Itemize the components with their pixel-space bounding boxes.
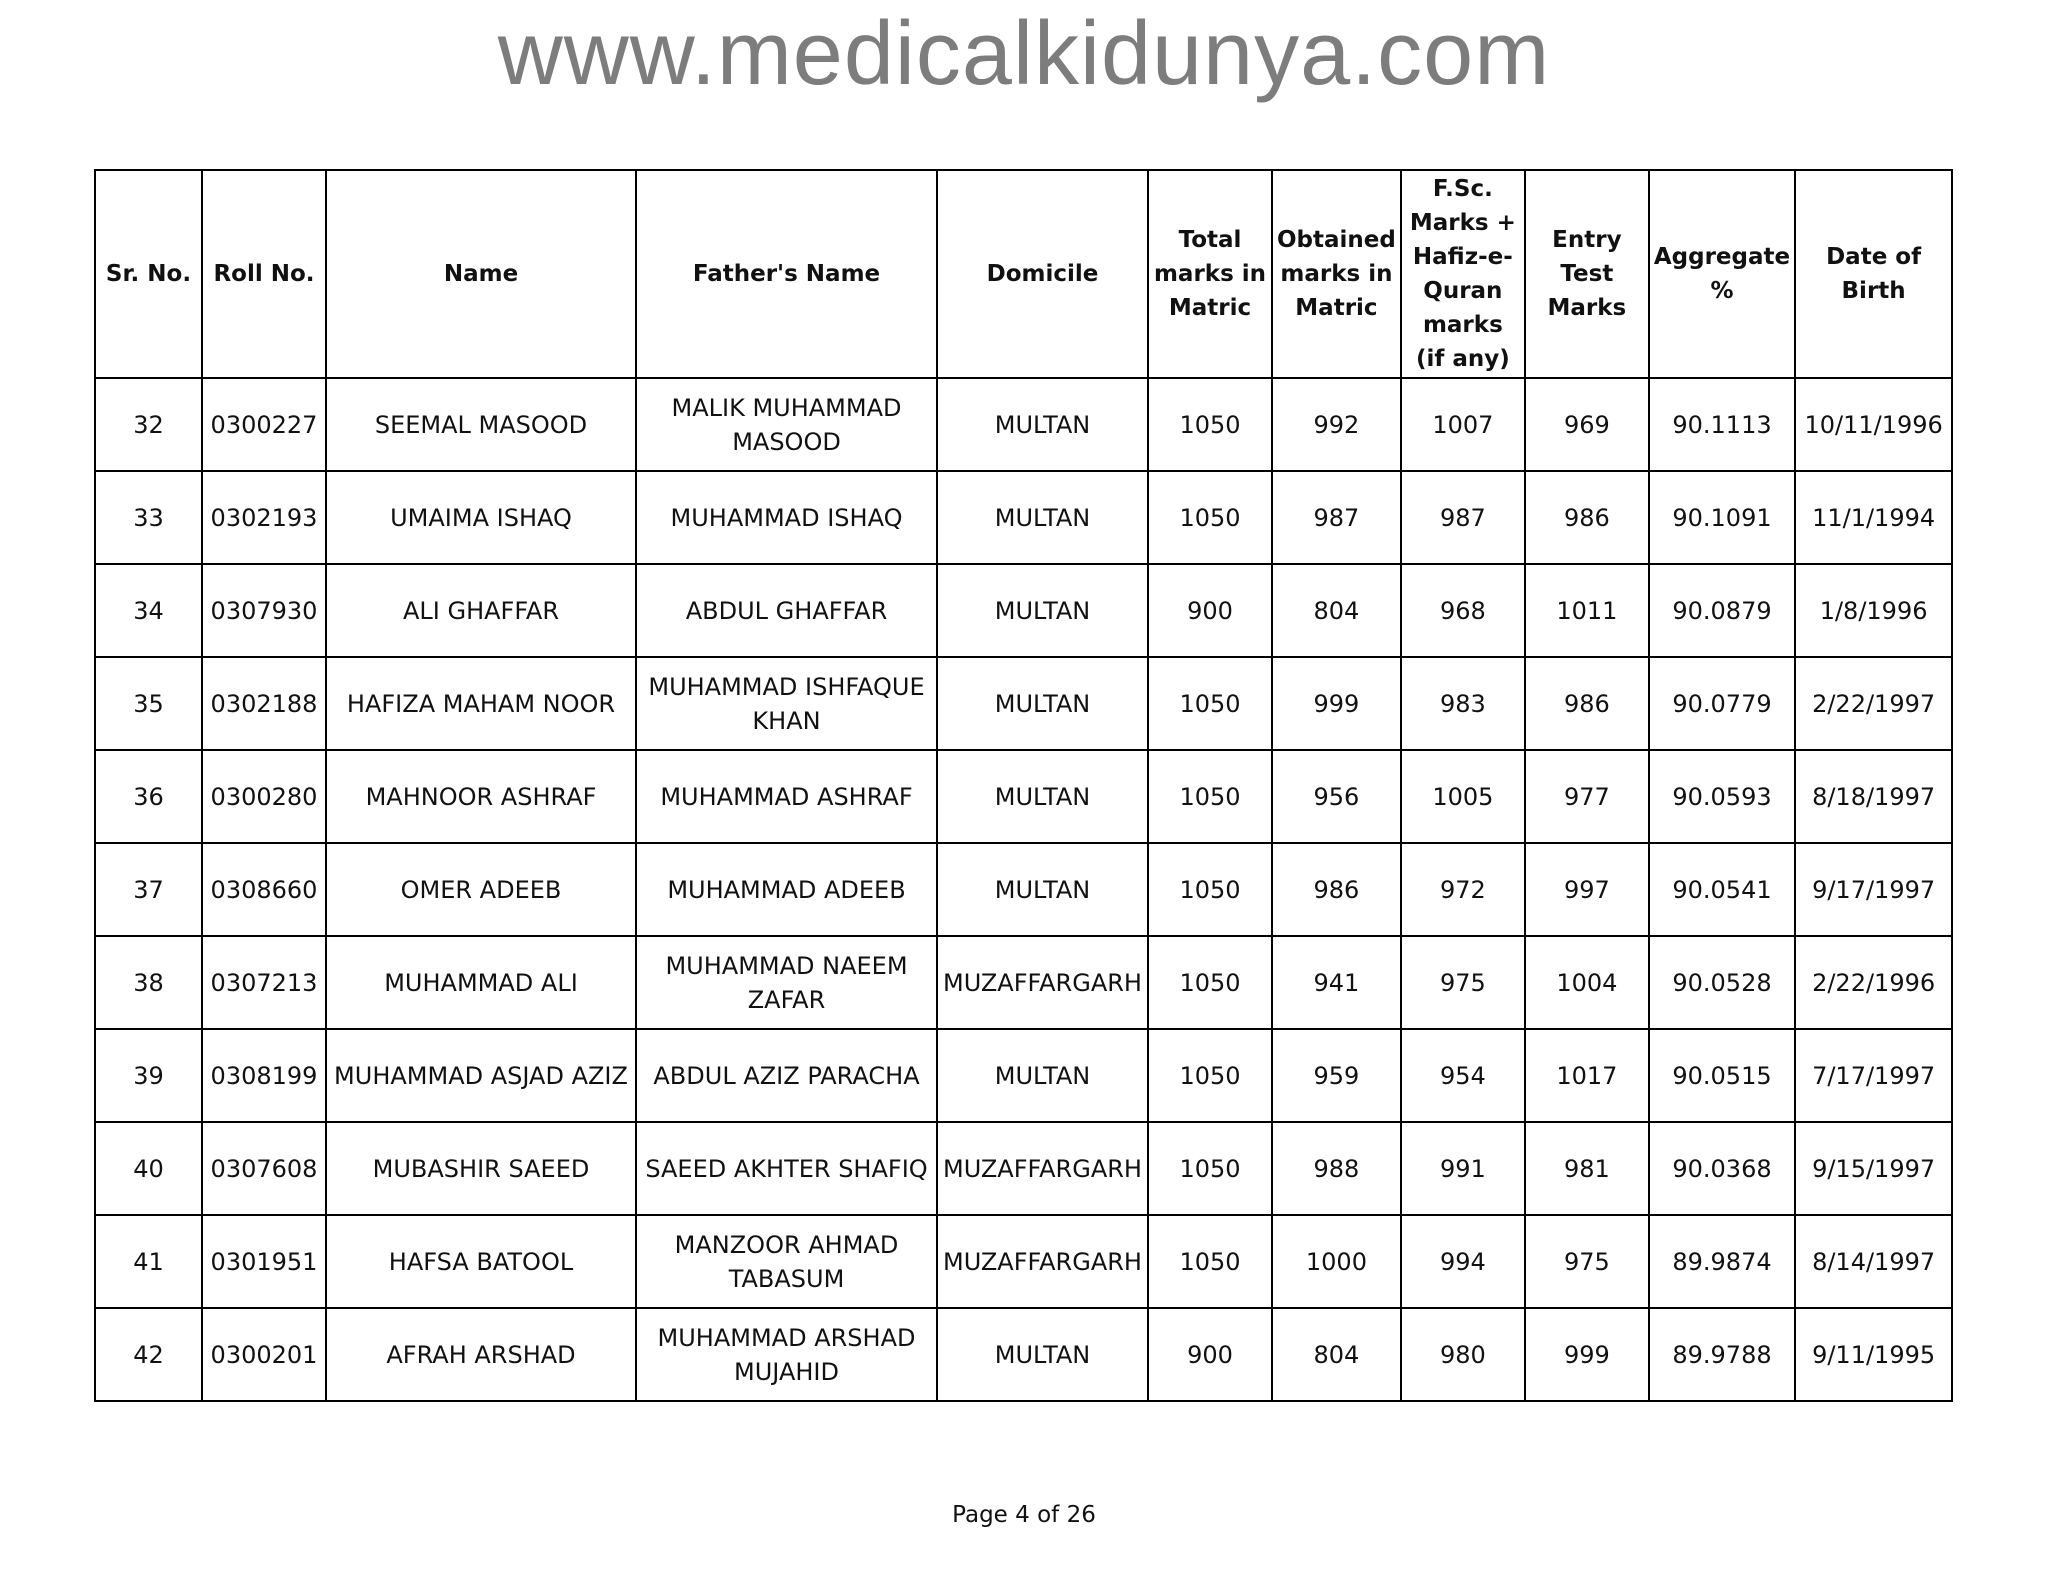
cell-obtained-matric: 987: [1272, 471, 1401, 564]
cell-domicile: MULTAN: [937, 1029, 1148, 1122]
cell-entry-test: 1011: [1525, 564, 1649, 657]
cell-obtained-matric: 1000: [1272, 1215, 1401, 1308]
cell-name: OMER ADEEB: [326, 843, 636, 936]
cell-sr-no: 33: [95, 471, 202, 564]
cell-entry-test: 981: [1525, 1122, 1649, 1215]
cell-sr-no: 38: [95, 936, 202, 1029]
cell-domicile: MUZAFFARGARH: [937, 1122, 1148, 1215]
cell-obtained-matric: 956: [1272, 750, 1401, 843]
cell-total-matric: 1050: [1148, 1215, 1272, 1308]
watermark-url: www.medicalkidunya.com: [497, 4, 1551, 104]
cell-obtained-matric: 999: [1272, 657, 1401, 750]
cell-fsc-marks: 994: [1401, 1215, 1525, 1308]
cell-aggregate: 89.9874: [1649, 1215, 1795, 1308]
cell-fsc-marks: 980: [1401, 1308, 1525, 1401]
cell-sr-no: 40: [95, 1122, 202, 1215]
cell-domicile: MULTAN: [937, 750, 1148, 843]
merit-list-table: [94, 169, 1953, 1402]
cell-fsc-marks: 954: [1401, 1029, 1525, 1122]
page-number: Page 4 of 26: [952, 1502, 1096, 1528]
cell-obtained-matric: 804: [1272, 1308, 1401, 1401]
header-domicile: Domicile: [937, 170, 1148, 378]
cell-obtained-matric: 941: [1272, 936, 1401, 1029]
table-row: [95, 1029, 1952, 1122]
cell-entry-test: 986: [1525, 657, 1649, 750]
cell-name: SEEMAL MASOOD: [326, 378, 636, 471]
cell-sr-no: 32: [95, 378, 202, 471]
table-row: [95, 471, 1952, 564]
cell-fathers-name: MALIK MUHAMMAD MASOOD: [636, 378, 937, 471]
cell-total-matric: 1050: [1148, 843, 1272, 936]
cell-roll-no: 0300280: [202, 750, 326, 843]
cell-roll-no: 0308199: [202, 1029, 326, 1122]
cell-total-matric: 1050: [1148, 657, 1272, 750]
cell-domicile: MUZAFFARGARH: [937, 936, 1148, 1029]
cell-date-of-birth: 9/11/1995: [1795, 1308, 1952, 1401]
cell-name: MUHAMMAD ALI: [326, 936, 636, 1029]
cell-aggregate: 90.1113: [1649, 378, 1795, 471]
cell-total-matric: 1050: [1148, 378, 1272, 471]
cell-total-matric: 1050: [1148, 1029, 1272, 1122]
cell-total-matric: 1050: [1148, 1122, 1272, 1215]
table-row: [95, 750, 1952, 843]
cell-fathers-name: MUHAMMAD ADEEB: [636, 843, 937, 936]
cell-roll-no: 0300227: [202, 378, 326, 471]
cell-date-of-birth: 1/8/1996: [1795, 564, 1952, 657]
cell-aggregate: 90.0541: [1649, 843, 1795, 936]
header-fsc-marks: F.Sc. Marks + Hafiz-e-Quran marks (if any): [1401, 170, 1525, 378]
cell-aggregate: 89.9788: [1649, 1308, 1795, 1401]
table-header-row: [95, 170, 1952, 378]
cell-obtained-matric: 988: [1272, 1122, 1401, 1215]
table-row: [95, 936, 1952, 1029]
cell-fsc-marks: 991: [1401, 1122, 1525, 1215]
table-row: [95, 378, 1952, 471]
cell-domicile: MULTAN: [937, 564, 1148, 657]
cell-aggregate: 90.0779: [1649, 657, 1795, 750]
cell-date-of-birth: 9/15/1997: [1795, 1122, 1952, 1215]
cell-date-of-birth: 11/1/1994: [1795, 471, 1952, 564]
table-body: [95, 378, 1952, 1401]
table-row: [95, 1122, 1952, 1215]
cell-obtained-matric: 986: [1272, 843, 1401, 936]
cell-fathers-name: MUHAMMAD ARSHAD MUJAHID: [636, 1308, 937, 1401]
header-entry-test: Entry Test Marks: [1525, 170, 1649, 378]
table-row: [95, 1215, 1952, 1308]
cell-domicile: MULTAN: [937, 471, 1148, 564]
cell-fathers-name: SAEED AKHTER SHAFIQ: [636, 1122, 937, 1215]
cell-domicile: MULTAN: [937, 378, 1148, 471]
cell-fsc-marks: 975: [1401, 936, 1525, 1029]
cell-roll-no: 0307213: [202, 936, 326, 1029]
cell-date-of-birth: 10/11/1996: [1795, 378, 1952, 471]
cell-fathers-name: ABDUL AZIZ PARACHA: [636, 1029, 937, 1122]
header-obtained-matric: Obtained marks in Matric: [1272, 170, 1401, 378]
cell-roll-no: 0302188: [202, 657, 326, 750]
cell-total-matric: 1050: [1148, 471, 1272, 564]
cell-fathers-name: MANZOOR AHMAD TABASUM: [636, 1215, 937, 1308]
cell-total-matric: 1050: [1148, 936, 1272, 1029]
cell-entry-test: 977: [1525, 750, 1649, 843]
cell-sr-no: 42: [95, 1308, 202, 1401]
cell-date-of-birth: 9/17/1997: [1795, 843, 1952, 936]
header-fathers-name: Father's Name: [636, 170, 937, 378]
cell-entry-test: 986: [1525, 471, 1649, 564]
cell-sr-no: 39: [95, 1029, 202, 1122]
cell-name: ALI GHAFFAR: [326, 564, 636, 657]
cell-total-matric: 900: [1148, 564, 1272, 657]
cell-fsc-marks: 983: [1401, 657, 1525, 750]
cell-roll-no: 0308660: [202, 843, 326, 936]
cell-sr-no: 35: [95, 657, 202, 750]
cell-entry-test: 1017: [1525, 1029, 1649, 1122]
cell-date-of-birth: 8/14/1997: [1795, 1215, 1952, 1308]
cell-sr-no: 37: [95, 843, 202, 936]
cell-name: MUBASHIR SAEED: [326, 1122, 636, 1215]
cell-sr-no: 41: [95, 1215, 202, 1308]
cell-fathers-name: MUHAMMAD ISHFAQUE KHAN: [636, 657, 937, 750]
cell-fathers-name: MUHAMMAD ASHRAF: [636, 750, 937, 843]
header-roll-no: Roll No.: [202, 170, 326, 378]
cell-obtained-matric: 959: [1272, 1029, 1401, 1122]
cell-domicile: MULTAN: [937, 1308, 1148, 1401]
cell-fsc-marks: 1007: [1401, 378, 1525, 471]
cell-name: UMAIMA ISHAQ: [326, 471, 636, 564]
header-total-matric: Total marks in Matric: [1148, 170, 1272, 378]
table-row: [95, 1308, 1952, 1401]
cell-date-of-birth: 2/22/1996: [1795, 936, 1952, 1029]
cell-name: MAHNOOR ASHRAF: [326, 750, 636, 843]
cell-date-of-birth: 8/18/1997: [1795, 750, 1952, 843]
header-name: Name: [326, 170, 636, 378]
cell-name: HAFIZA MAHAM NOOR: [326, 657, 636, 750]
cell-aggregate: 90.0528: [1649, 936, 1795, 1029]
cell-domicile: MULTAN: [937, 843, 1148, 936]
cell-aggregate: 90.0879: [1649, 564, 1795, 657]
cell-fsc-marks: 968: [1401, 564, 1525, 657]
table-row: [95, 843, 1952, 936]
cell-name: AFRAH ARSHAD: [326, 1308, 636, 1401]
cell-entry-test: 999: [1525, 1308, 1649, 1401]
table-row: [95, 564, 1952, 657]
cell-entry-test: 1004: [1525, 936, 1649, 1029]
cell-aggregate: 90.1091: [1649, 471, 1795, 564]
cell-obtained-matric: 992: [1272, 378, 1401, 471]
cell-obtained-matric: 804: [1272, 564, 1401, 657]
cell-entry-test: 969: [1525, 378, 1649, 471]
cell-total-matric: 900: [1148, 1308, 1272, 1401]
cell-fathers-name: MUHAMMAD NAEEM ZAFAR: [636, 936, 937, 1029]
cell-aggregate: 90.0368: [1649, 1122, 1795, 1215]
cell-aggregate: 90.0593: [1649, 750, 1795, 843]
cell-roll-no: 0302193: [202, 471, 326, 564]
cell-total-matric: 1050: [1148, 750, 1272, 843]
header-aggregate: Aggregate %: [1649, 170, 1795, 378]
cell-sr-no: 36: [95, 750, 202, 843]
cell-domicile: MUZAFFARGARH: [937, 1215, 1148, 1308]
header-sr-no: Sr. No.: [95, 170, 202, 378]
cell-roll-no: 0300201: [202, 1308, 326, 1401]
cell-fsc-marks: 972: [1401, 843, 1525, 936]
cell-roll-no: 0307930: [202, 564, 326, 657]
cell-name: MUHAMMAD ASJAD AZIZ: [326, 1029, 636, 1122]
cell-aggregate: 90.0515: [1649, 1029, 1795, 1122]
cell-fathers-name: ABDUL GHAFFAR: [636, 564, 937, 657]
cell-sr-no: 34: [95, 564, 202, 657]
cell-fathers-name: MUHAMMAD ISHAQ: [636, 471, 937, 564]
cell-fsc-marks: 987: [1401, 471, 1525, 564]
cell-entry-test: 975: [1525, 1215, 1649, 1308]
header-date-of-birth: Date of Birth: [1795, 170, 1952, 378]
cell-name: HAFSA BATOOL: [326, 1215, 636, 1308]
cell-entry-test: 997: [1525, 843, 1649, 936]
cell-domicile: MULTAN: [937, 657, 1148, 750]
cell-fsc-marks: 1005: [1401, 750, 1525, 843]
table-row: [95, 657, 1952, 750]
cell-roll-no: 0307608: [202, 1122, 326, 1215]
cell-date-of-birth: 2/22/1997: [1795, 657, 1952, 750]
cell-roll-no: 0301951: [202, 1215, 326, 1308]
cell-date-of-birth: 7/17/1997: [1795, 1029, 1952, 1122]
